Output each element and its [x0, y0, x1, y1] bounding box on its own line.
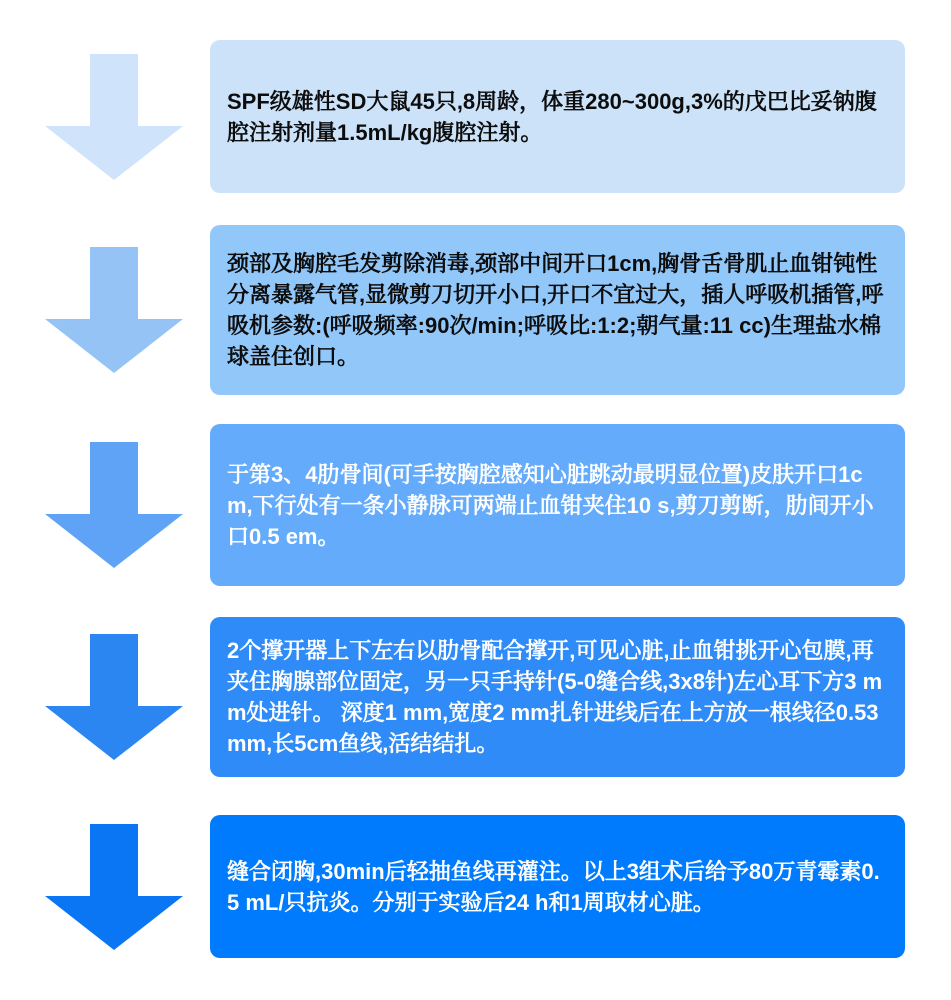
arrow-cell	[0, 442, 210, 568]
flow-step-text: 于第3、4肋骨间(可手按胸腔感知心脏跳动最明显位置)皮肤开口1cm,下行处有一条小静脉可两端止血钳夹住10 s,剪刀剪断，肋间开小口0.5 em。	[227, 461, 874, 549]
arrow-cell	[0, 54, 210, 180]
flow-step-box	[210, 617, 905, 777]
down-arrow-icon	[45, 247, 183, 373]
down-arrow-icon	[45, 442, 183, 568]
down-arrow-icon	[45, 634, 183, 760]
arrow-cell	[0, 634, 210, 760]
flow-step-text: 缝合闭胸,30min后轻抽鱼线再灌注。以上3组术后给予80万青霉素0.5 mL/只抗炎。分别于实验后24 h和1周取材心脏。	[227, 858, 880, 915]
flow-step-row	[0, 815, 951, 958]
down-arrow-shape	[45, 54, 183, 180]
down-arrow-shape	[45, 634, 183, 760]
flow-step-row	[0, 617, 951, 777]
down-arrow-icon	[45, 824, 183, 950]
flow-step-row	[0, 40, 951, 193]
flow-step-box	[210, 424, 905, 586]
flow-step-row	[0, 225, 951, 395]
flow-step-box	[210, 40, 905, 193]
flow-step-box	[210, 225, 905, 395]
flow-step-text: 2个撑开器上下左右以肋骨配合撑开,可见心脏,止血钳挑开心包膜,再夹住胸腺部位固定，另一只手持针(5-0缝合线,3x8针)左心耳下方3 mm处进针。 深度1 mm,宽度2 mm扎针进线后在上方放一根线径0.53mm,长5cm鱼线,活结结扎。	[227, 638, 883, 756]
flow-step-row	[0, 424, 951, 586]
flow-step-text: SPF级雄性SD大鼠45只,8周龄，体重280~300g,3%的戊巴比妥钠腹腔注射剂量1.5mL/kg腹腔注射。	[227, 88, 877, 145]
down-arrow-shape	[45, 247, 183, 373]
down-arrow-icon	[45, 54, 183, 180]
flow-step-text: 颈部及胸腔毛发剪除消毒,颈部中间开口1cm,胸骨舌骨肌止血钳钝性分离暴露气管,显微剪刀切开小口,开口不宜过大，插人呼吸机插管,呼吸机参数:(呼吸频率:90次/min;呼吸比:1:2;朝气量:11 cc)生理盐水棉球盖住创口。	[227, 251, 884, 369]
flow-step-box	[210, 815, 905, 958]
down-arrow-shape	[45, 824, 183, 950]
arrow-cell	[0, 824, 210, 950]
arrow-cell	[0, 247, 210, 373]
down-arrow-shape	[45, 442, 183, 568]
